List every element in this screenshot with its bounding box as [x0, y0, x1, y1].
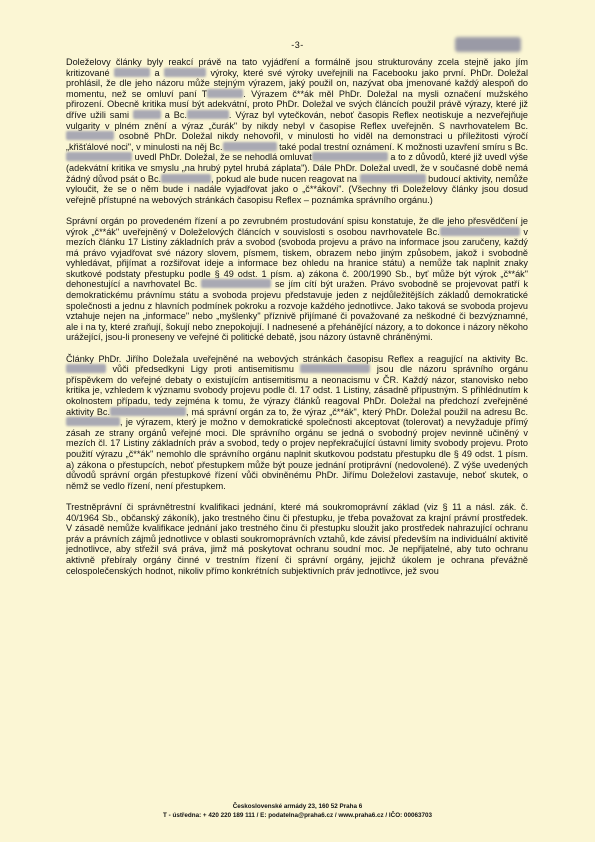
redaction-bar: [66, 364, 106, 373]
redaction-bar: [207, 89, 243, 98]
body-text: [66, 57, 528, 576]
page-number: -3-: [291, 40, 304, 50]
redaction-bar: [440, 227, 520, 236]
redaction-bar: [110, 407, 186, 416]
redaction-bar: [133, 110, 161, 119]
paragraph-assessment: Správní orgán po provedeném řízení a po zevrubném prostudování spisu konstatuje, že dle jeho přesvědčení je výrok „č**ák" uveřejněný v Doleželových článcích v souvislosti s osobou navrhovatele Bc. v mezích článku 17 Listiny základních práv a svobod (svoboda projevu a právo na informace jsou zaručeny, každý má právo vyjadřovat své názory slovem, písmem, tiskem, obrazem nebo jiným způsobem, jakož i svobodně vyhledávat, přijímat a rozšiřovat ideje a informace bez ohledu na hranice státu) a nemůže tak naplnit znaky skutkové podstaty přestupku podle § 49 odst. 1 písm. a) zákona č. 200/1990 Sb., byť může být výrok „č**ák" dehonestující a navrhovatel Bc. se jím cítí být uražen. Právo svobodně se projevovat patří k demokratickému právnímu státu a svoboda projevu představuje jeden z nejdůležitějších základů demokratické společnosti a jednu z hlavních podmínek pokroku a rozvoje každého jednotlivce. Jako taková se svoboda projevu vztahuje nejen na „informace" nebo „myšlenky" příznivě přijímané či považované za neškodné či bezvýznamné, ale i na ty, které zraňují, šokují nebo znepokojují. I nadnesené a přehánějící názory, a to dokonce i názory někoho urážející, jsou-li proneseny ve veřejné či politické debatě, jsou názory ústavně chráněnými.: [66, 215, 529, 343]
redaction-bar: [201, 279, 271, 288]
redaction-bar: [300, 364, 370, 373]
redaction-bar: [114, 68, 150, 77]
redaction-bar: [187, 110, 229, 119]
redaction-bar: [360, 174, 426, 183]
redaction-bar: [312, 152, 388, 161]
redaction-bar: [66, 131, 114, 140]
redaction-bar: [66, 417, 120, 426]
paragraph-decision: Články PhDr. Jiřího Doležala uveřejněné na webových stránkách časopisu Reflex a reagující na aktivity Bc. vůči předsedkyni Ligy proti antisemitismu jsou dle názoru správního orgánu příspěvkem do veřejné debaty o existujícím antisemitismu a neonacismu v ČR. Každý názor, stanovisko nebo kritika je, vzhledem k významu svobody projevu podle čl. 17 odst. 1 Listiny, zásadně přípustným. S přihlédnutím k okolnostem případu, tedy zejména k tomu, že výrazy článků reagoval PhDr. Doležal na předchozí zveřejněné aktivity Bc. , má správní orgán za to, že výraz „č**ák", který PhDr. Doležal použil na adresu Bc., je výrazem, který je možno v demokratické společnosti akceptovat (tolerovat) a nevyžaduje přímý zásah ze strany orgánů veřejné moci. Dle správního orgánu se jedná o svobodný projev nevinně učiněný v mezích čl. 17 Listiny základních práv a svobod, tedy o projev nepřekračující ústavní limity svobody projevu. Proto použití výrazu „č**ák" nemohlo dle správního orgánu naplnit skutkovou podstatu přestupku dle § 49 odst. 1 písm. a) zákona o přestupcích, neboť přestupkem může být pouze jednání protiprávní (nedovolené). Z výše uvedených důvodů správní orgán přestupkové řízení vůči obviněnému PhDr. Jiřímu Doleželovi zastavuje, neboť skutek, o němž se vedlo řízení, není přestupkem.: [66, 353, 528, 491]
header-redaction: [455, 37, 521, 52]
paragraph-statement: Doleželovy články byly reakcí právě na tato vyjádření a formálně jsou strukturovány zcela stejně jako jím kritizované a výroky, které své výroky uveřejnili na Facebooku jako první. PhDr. Doležal prohlásil, že dle jeho názoru může stejným výrazem, jaký použil on, nazývat oba jmenované každý alespoň do momentu, než se omluví paní T . Výrazem č**ák měl PhDr. Doležal na mysli označení mužského přirození. Obecně kritika musí být adekvátní, proto PhDr. Doležal ve svých článcích použil právě výrazy, které již dříve užili sami a Bc. . Výraz byl vytečkován, neboť časopis Reflex neotiskuje a nezveřejňuje vulgarity v plném znění a výraz „čurák" by nikdy nebyl v časopise Reflex uveřejněn. S navrhovatelem Bc. osobně PhDr. Doležal nikdy nehovořil, v minulosti ho viděl na demonstraci u příležitosti výročí „křišťálové noci", v minulosti na něj Bc. také podal trestní oznámení. K možnosti uzavření smíru s Bc. uvedl PhDr. Doležal, že se nehodlá omluvat a to z důvodů, které již uvedl výše (adekvátní kritika ve smyslu „na hrubý pytel hrubá záplata"). Dále PhDr. Doležal uvedl, že v současné době nemá žádný důvod psát o Bc. , pokud ale bude nucen reagovat na budoucí aktivity, nemůže vyloučit, že se o něm bude i nadále vyjadřovat jako o „č**ákovi". (Všechny tři Doleželovy články jsou dosud veřejně přístupné na webových stránkách časopisu Reflex – poznámka správního orgánu.): [66, 57, 528, 205]
redaction-bar: [161, 174, 211, 183]
footer-address: Československé armády 23, 160 52 Praha 6: [232, 803, 363, 810]
redaction-bar: [164, 68, 206, 77]
paragraph-legal-reasoning: Trestněprávní či správnětrestní kvalifikaci jednání, které má soukromoprávní základ (viz § 11 a násl. zák. č. 40/1964 Sb., občanský zákoník), jako trestného činu či přestupku, je třeba považovat za krajní právní prostředek. V zásadě nemůže kvalifikace jednání jako trestného činu či přestupku sloužit jako prostředek nahrazující ochranu práv a právních zájmů jednotlivce v oblasti soukromoprávních vztahů, kde závisí především na individuální aktivitě jednotlivce, aby střežil svá práva, jimž má poskytovat ochranu soudní moc. Je nepřijatelné, aby tuto ochranu aktivně přebíraly orgány činné v trestním řízení či správní orgány, jejichž úkolem je ochrana převážně celospolečenských hodnot, nikoliv přímo konkrétních subjektivních práv jednotlivce, jež svou: [66, 501, 528, 576]
footer: [0, 802, 595, 820]
footer-contact: T - ústředna: + 420 220 189 111 / E: podatelna@praha6.cz / www.praha6.cz / IČO: 00063703: [163, 812, 432, 819]
redaction-bar: [223, 142, 277, 151]
redaction-bar: [66, 152, 132, 161]
